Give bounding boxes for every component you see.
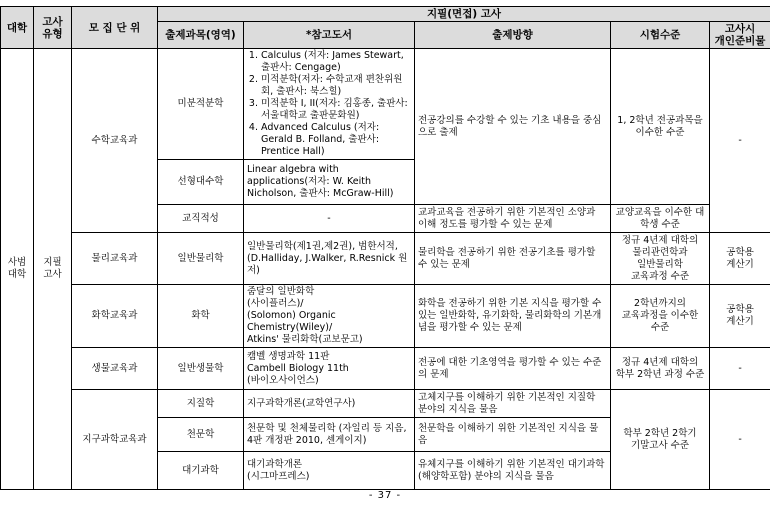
exam-type-cell: 지필 고사	[34, 49, 72, 490]
direction-astronomy: 천문학을 이해하기 위한 기본적인 지식을 물음	[415, 418, 611, 452]
reference-linear-algebra: Linear algebra with applications(저자: W. Keith Nicholson, 출판사: McGraw-Hill)	[244, 160, 415, 205]
level-earth-science: 학부 2학년 2학기 기말고사 수준	[611, 390, 710, 490]
items-biology: -	[710, 348, 770, 390]
header-level: 시험수준	[611, 22, 710, 49]
header-exam-type: 고사 유형	[34, 7, 72, 49]
unit-physics: 물리교육과	[72, 233, 158, 285]
subject-geology: 지질학	[158, 390, 244, 418]
reference-physics: 일반물리학(제1권,제2권), 범한서적, (D.Halliday, J.Walker, R.Resnick 원저)	[244, 233, 415, 285]
header-direction: 출제방향	[415, 22, 611, 49]
header-personal-items: 고사시 개인준비물	[710, 22, 770, 49]
reference-geology: 지구과학개론(교학연구사)	[244, 390, 415, 418]
subject-physics: 일반물리학	[158, 233, 244, 285]
level-math-major: 1, 2학년 전공과목을 이수한 수준	[611, 49, 710, 205]
items-math: -	[710, 49, 770, 233]
unit-earth-science: 지구과학교육과	[72, 390, 158, 490]
page-number: - 37 -	[368, 490, 402, 501]
level-chemistry: 2학년까지의 교육과정을 이수한 수준	[611, 285, 710, 348]
unit-math: 수학교육과	[72, 49, 158, 233]
direction-chemistry: 화학을 전공하기 위한 기본 지식을 평가할 수 있는 일반화학, 유기화학, 물리화학의 기본개념을 평가할 수 있는 문제	[415, 285, 611, 348]
reference-atmospheric-science: 대기과학개론 (시그마프레스)	[244, 452, 415, 490]
subject-atmospheric-science: 대기과학	[158, 452, 244, 490]
reference-item: 1. Calculus (저자: James Stewart, 출판사: Cengage)	[261, 50, 411, 74]
header-recruit-unit: 모 집 단 위	[72, 7, 158, 49]
direction-geology: 고체지구를 이해하기 위한 기본적인 지질학 분야의 지식을 물음	[415, 390, 611, 418]
header-subject: 출제과목(영역)	[158, 22, 244, 49]
reference-teaching-aptitude: -	[244, 205, 415, 233]
subject-teaching-aptitude: 교직적성	[158, 205, 244, 233]
exam-info-table	[0, 6, 770, 490]
subject-astronomy: 천문학	[158, 418, 244, 452]
direction-math-major: 전공강의를 수강할 수 있는 기초 내용을 중심으로 출제	[415, 49, 611, 205]
reference-astronomy: 천문학 및 천체물리학 (자일리 등 지음, 4판 개정판 2010, 센게이지)	[244, 418, 415, 452]
unit-biology: 생물교육과	[72, 348, 158, 390]
unit-chemistry: 화학교육과	[72, 285, 158, 348]
subject-biology: 일반생물학	[158, 348, 244, 390]
items-physics: 공학용 계산기	[710, 233, 770, 285]
subject-chemistry: 화학	[158, 285, 244, 348]
reference-biology: 캠벨 생명과학 11판 Cambell Biology 11th (바이오사이언스)	[244, 348, 415, 390]
direction-physics: 물리학을 전공하기 위한 전공기초를 평가할 수 있는 문제	[415, 233, 611, 285]
direction-biology: 전공에 대한 기초영역을 평가할 수 있는 수준의 문제	[415, 348, 611, 390]
reference-chemistry: 줌달의 일반화학 (사이플러스)/ (Solomon) Organic Chemistry(Wiley)/ Atkins' 물리화학(교보문고)	[244, 285, 415, 348]
reference-item: 3. 미적분학 I, II(저자: 김홍종, 출판사: 서울대학교 출판문화원)	[261, 98, 411, 122]
reference-item: 2. 미적분학(저자: 수학교재 편찬위원회, 출판사: 북스힐)	[261, 74, 411, 98]
items-earth-science: -	[710, 390, 770, 490]
direction-teaching-aptitude: 교과교육을 전공하기 위한 기본적인 소양과 이해 정도를 평가할 수 있는 문제	[415, 205, 611, 233]
reference-item: 4. Advanced Calculus (저자: Gerald B. Folland, 출판사: Prentice Hall)	[261, 122, 411, 158]
header-university: 대학	[1, 7, 34, 49]
level-teaching-aptitude: 교양교육을 이수한 대학생 수준	[611, 205, 710, 233]
university-cell: 사범 대학	[1, 49, 34, 490]
references-calculus	[244, 49, 415, 160]
direction-atmospheric-science: 유체지구를 이해하기 위한 기본적인 대기과학(해양학포함) 분야의 지식을 물음	[415, 452, 611, 490]
subject-calculus: 미분적분학	[158, 49, 244, 160]
header-written-exam: 지필(면접) 고사	[158, 7, 770, 22]
subject-linear-algebra: 선형대수학	[158, 160, 244, 205]
header-references: *참고도서	[244, 22, 415, 49]
level-biology: 정규 4년제 대학의 학부 2학년 과정 수준	[611, 348, 710, 390]
level-physics: 정규 4년제 대학의 물리관련학과 일반물리학 교육과정 수준	[611, 233, 710, 285]
items-chemistry: 공학용 계산기	[710, 285, 770, 348]
